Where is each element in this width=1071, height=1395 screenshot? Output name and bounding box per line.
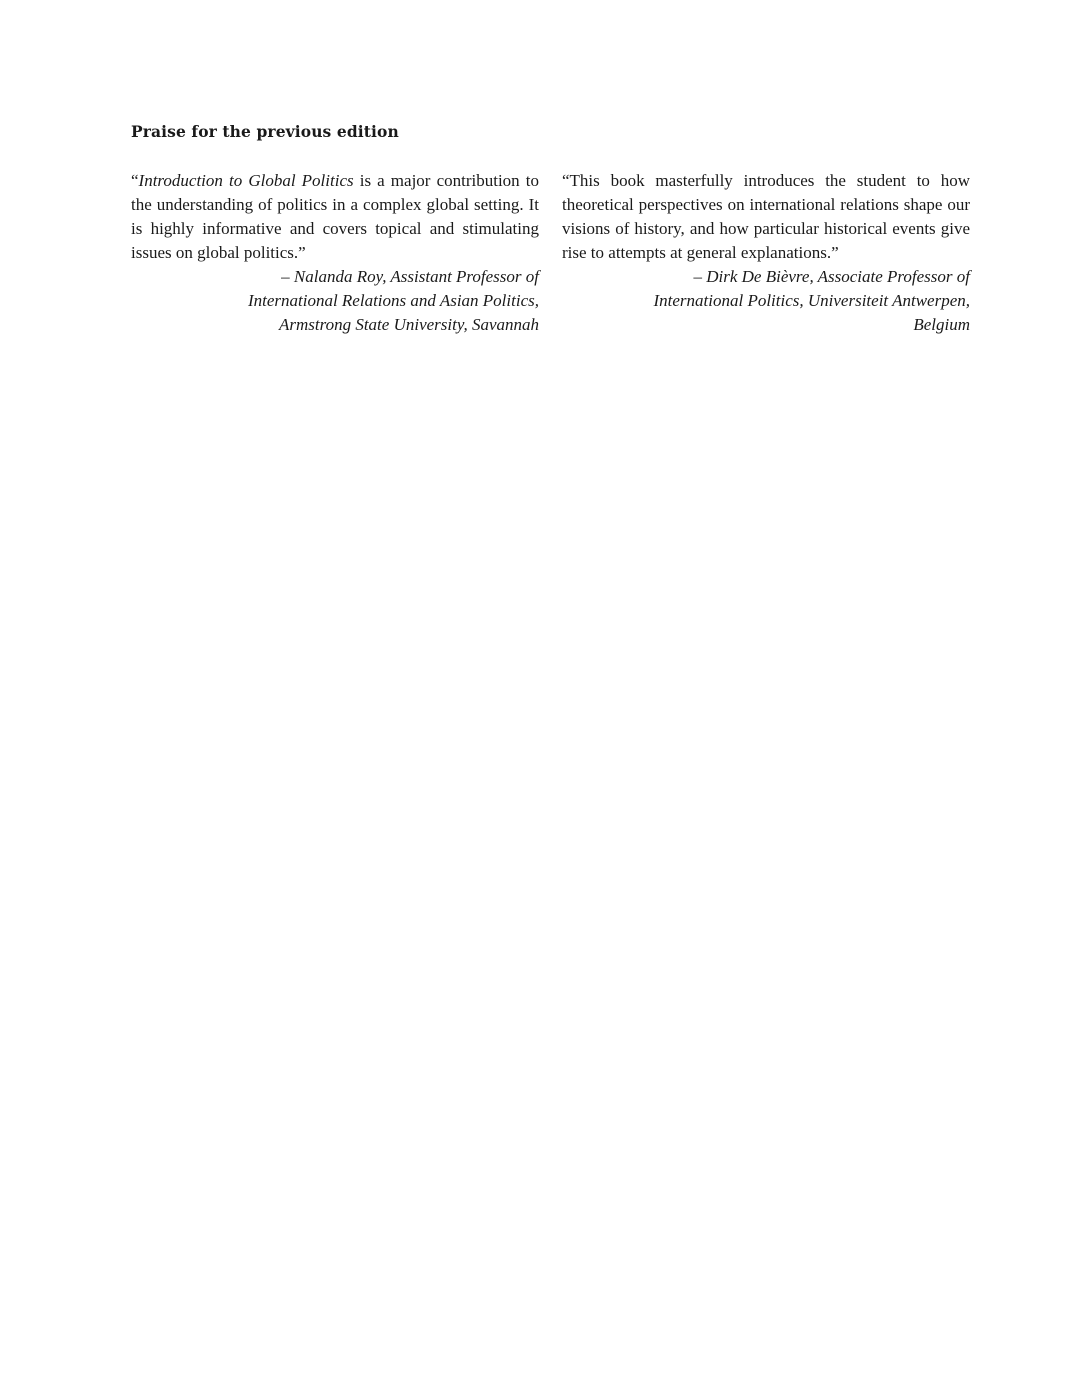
section-heading: Praise for the previous edition (131, 122, 399, 141)
quote-body: is a major contribution to the understanding of politics in a complex global setting. It is highly informative and covers topical and stimulating issues on global politics.” (131, 171, 539, 262)
testimonial-right (562, 169, 970, 337)
attribution-line: – Nalanda Roy, Assistant Professor of (281, 267, 539, 286)
testimonial-attribution (562, 265, 970, 337)
attribution-line: – Dirk De Bièvre, Associate Professor of (693, 267, 970, 286)
attribution-line: Armstrong State University, Savannah (278, 315, 539, 334)
testimonial-quote: “This book masterfully introduces the student to how theoretical perspectives on international relations shape our visions of history, and how particular historical events give rise to attempts at general explanations.” (562, 171, 970, 262)
attribution-line: International Politics, Universiteit Antwerpen, (653, 291, 970, 310)
book-title: Introduction to Global Politics (138, 171, 354, 190)
testimonial-left (131, 169, 539, 337)
quote-open-mark: “ (131, 171, 139, 190)
testimonial-quote (131, 169, 539, 265)
attribution-line: Belgium (913, 315, 970, 334)
testimonial-attribution (131, 265, 539, 337)
attribution-line: International Relations and Asian Politics, (247, 291, 539, 310)
